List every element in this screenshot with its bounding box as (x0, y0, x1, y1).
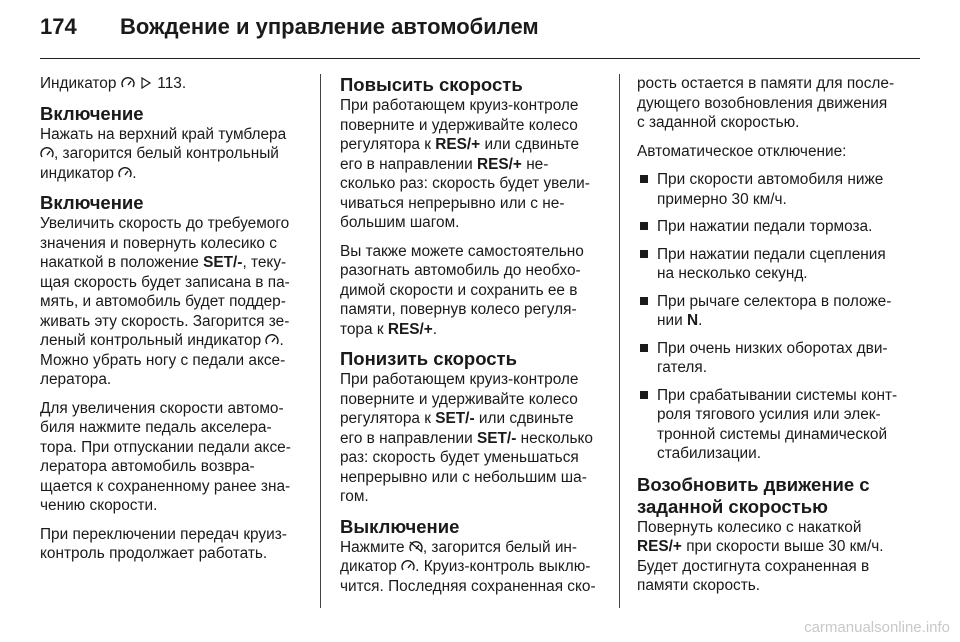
cruise-control-icon (40, 147, 54, 159)
bullet-icon (640, 175, 648, 183)
text-line: Увеличить скорость до требуемого (40, 215, 290, 232)
text-line: чится. Последняя сохраненная ско- (340, 577, 596, 595)
column-3 (637, 74, 912, 605)
section-heading-enable: Включение (40, 102, 144, 124)
bullet-icon (640, 222, 648, 230)
text-line: регулятора к RES/+ или сдвиньте (340, 136, 580, 153)
page-number: 174 (40, 14, 77, 39)
bullet-icon (640, 297, 648, 305)
list-item: При срабатывании системы конт- роля тягового усилия или элек- тронной системы динамической стабилизации. (637, 386, 912, 464)
text-line: памяти скорость. (637, 577, 761, 594)
text-line: индикатор . (40, 164, 137, 182)
paragraph-increase: Для увеличения скорости автомо- биля нажмите педаль акселера- тора. При отпускании педали аксе- лератора автомобиль возвра- щается к сохраненному ранее зна- чению скорости. (40, 399, 291, 514)
section-heading-activate: Включение (40, 192, 144, 213)
text-line: При работающем круиз-контроле (340, 97, 579, 114)
text-line: лератора. (40, 371, 112, 388)
auto-off-list (637, 170, 912, 464)
paragraph-continued: рость остается в памяти для после- дующего возобновления движения с заданной скоростью. (637, 75, 895, 131)
text-line: RES/+ при скорости выше 30 км/ч. (637, 538, 884, 555)
cruise-control-icon (118, 167, 132, 179)
text-line: значения и повернуть колесико с (40, 234, 277, 252)
list-item: При очень низких оборотах дви- гателя. (637, 339, 912, 378)
page-header (40, 14, 920, 56)
text-line: поверните и удерживайте колесо (340, 390, 578, 408)
text-line: чиваться непрерывно или с не- (340, 194, 565, 212)
list-item: При нажатии педали сцепления на несколько секунд. (637, 245, 912, 284)
cruise-control-off-icon (409, 541, 423, 553)
paragraph-gears: При переключении передач круиз- контроль продолжает работать. (40, 525, 287, 562)
paragraph-auto-off: Автоматическое отключение: (637, 142, 847, 160)
text-line: мять, и автомобиль будет поддер- (40, 293, 286, 310)
text-line: непрерывно или с небольшим ша- (340, 468, 587, 486)
list-item: При скорости автомобиля ниже примерно 30 км/ч. (637, 170, 912, 209)
text-line: , загорится белый контрольный (40, 145, 279, 162)
paragraph-manual-accelerate: Вы также можете самостоятельно разогнать автомобиль до необхо- димой скорости и сохранить ее в памяти, повернув колесо регуля- тора к RES/+. (340, 242, 584, 338)
text-line: Будет достигнута сохраненная в (637, 557, 870, 575)
text-line: Повернуть колесико с накаткой (637, 518, 862, 536)
section-heading-resume: Возобновить движение с заданной скоростью (637, 473, 870, 517)
watermark: carmanualsonline.info (804, 619, 950, 636)
section-heading-disable: Выключение (340, 515, 460, 537)
text-line: дикатор . Круиз-контроль выклю- (340, 558, 591, 575)
text-line: щая скорость будет записана в па- (40, 273, 290, 291)
header-rule (40, 58, 920, 59)
bullet-icon (640, 344, 648, 352)
text-line: регулятора к SET/- или сдвиньте (340, 410, 574, 427)
text-line: накаткой в положение SET/-, теку- (40, 254, 287, 271)
column-2 (340, 74, 608, 605)
cruise-control-icon (121, 77, 135, 89)
text-line: раз: скорость будет уменьшаться (340, 449, 579, 466)
column-1 (40, 74, 308, 573)
text-line: его в направлении RES/+ не- (340, 155, 549, 173)
text-line: Можно убрать ногу с педали аксе- (40, 351, 286, 369)
text-line: сколько раз: скорость будет увели- (340, 175, 590, 192)
reference-arrow-icon (139, 77, 153, 89)
section-heading-increase-speed: Повысить скорость (340, 74, 523, 95)
list-item: При нажатии педали тормоза. (637, 217, 912, 237)
text-line: большим шагом. (340, 214, 460, 231)
bullet-icon (640, 391, 648, 399)
text-line: живать эту скорость. Загорится зе- (40, 312, 290, 330)
text-line: Нажать на верхний край тумблера (40, 125, 287, 143)
page-title: Вождение и управление автомобилем (120, 14, 539, 39)
text-line: леный контрольный индикатор . (40, 332, 284, 349)
text-line: его в направлении SET/- несколько (340, 429, 593, 447)
column-divider-2 (619, 74, 620, 608)
cruise-control-icon (265, 334, 279, 346)
cruise-control-icon (401, 560, 415, 572)
section-heading-decrease-speed: Понизить скорость (340, 348, 517, 369)
text-line: При работающем круиз-контроле (340, 371, 579, 388)
text-line: гом. (340, 488, 369, 505)
indicator-reference: Индикатор 113. (40, 75, 187, 92)
column-divider-1 (320, 74, 321, 608)
text-line: поверните и удерживайте колесо (340, 116, 578, 134)
text-line: Нажмите , загорится белый ин- (340, 538, 578, 556)
list-item: При рычаге селектора в положе- нии N. (637, 292, 912, 331)
bullet-icon (640, 250, 648, 258)
